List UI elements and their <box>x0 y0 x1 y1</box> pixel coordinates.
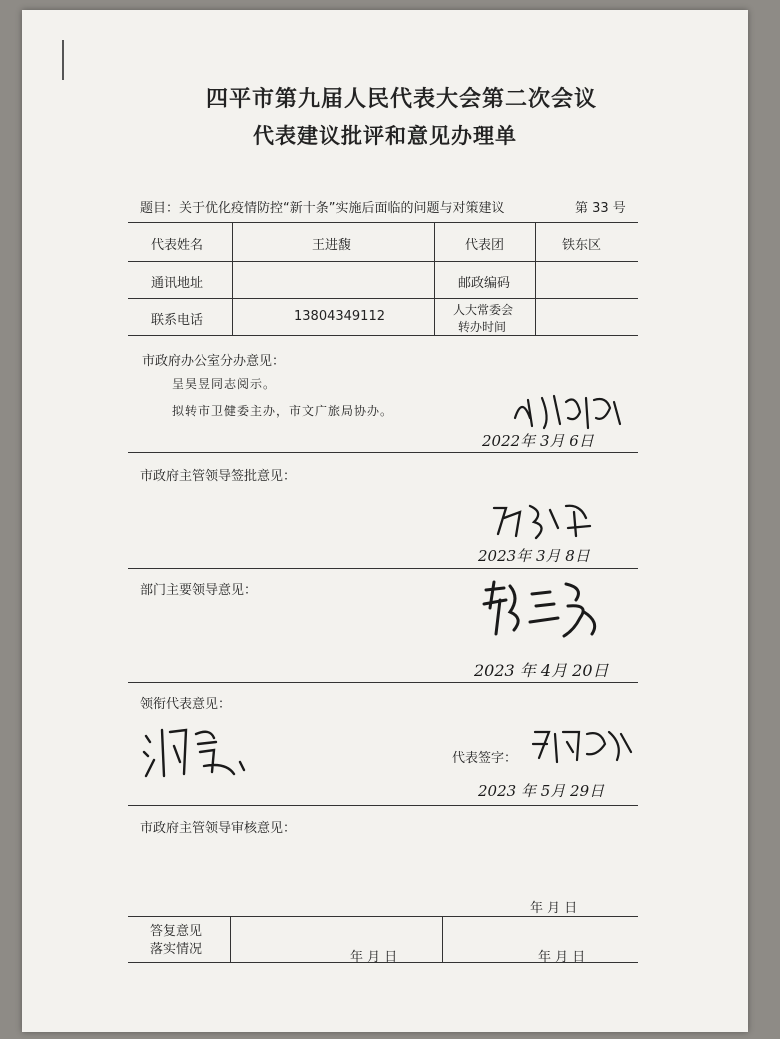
review-label: 市政府主管领导审核意见： <box>140 821 297 836</box>
review-date: 年 月 日 <box>530 901 578 916</box>
title-line-2: 代表建议批评和意见办理单 <box>253 124 517 148</box>
rep-sign-label: 代表签字： <box>452 751 518 766</box>
transfer-label-1: 人大常委会 <box>453 303 514 317</box>
rep-name-label: 代表姓名 <box>151 238 204 253</box>
leader-sign-label: 市政府主管领导签批意见： <box>140 469 297 484</box>
leader-date: 2023年 3月 8日 <box>478 547 590 565</box>
dept-date: 2023 年 4月 20日 <box>474 661 609 680</box>
title-line-1: 四平市第九届人民代表大会第二次会议 <box>206 87 598 112</box>
lead-rep-label: 领衔代表意见： <box>140 697 232 712</box>
delegation-value: 铁东区 <box>562 238 602 253</box>
pencil-mark <box>62 40 64 80</box>
phone-value: 13804349112 <box>294 309 385 324</box>
office-opinion-label: 市政府办公室分办意见： <box>142 354 286 369</box>
dept-head-label: 部门主要领导意见： <box>140 583 258 598</box>
reply-date-left: 年 月 日 <box>350 950 398 965</box>
address-label: 通讯地址 <box>151 276 204 291</box>
paper-sheet <box>22 10 748 1032</box>
office-signature <box>510 388 630 436</box>
office-date: 2022年 3月 6日 <box>482 432 594 450</box>
lead-rep-signature <box>140 722 270 782</box>
transfer-label-2: 转办时间 <box>458 320 507 334</box>
subject-title: 题目：关于优化疫情防控“新十条”实施后面临的问题与对策建议 <box>140 201 505 216</box>
rep-date: 2023 年 5月 29日 <box>478 782 605 800</box>
reply-label-2: 落实情况 <box>150 942 203 957</box>
office-opinion-line-1: 呈昊昱同志阅示。 <box>172 377 277 391</box>
phone-label: 联系电话 <box>151 313 204 328</box>
office-opinion-line-2: 拟转市卫健委主办，市文广旅局协办。 <box>172 404 394 418</box>
dept-head-signature <box>480 578 610 642</box>
rep-name-value: 王进馥 <box>312 238 352 253</box>
leader-signature <box>490 498 600 542</box>
rep-signature <box>527 724 637 770</box>
subject-number: 第 33 号 <box>575 201 626 216</box>
reply-label-1: 答复意见 <box>150 924 203 939</box>
postcode-label: 邮政编码 <box>458 276 511 291</box>
delegation-label: 代表团 <box>465 238 505 253</box>
reply-date-right: 年 月 日 <box>538 950 586 965</box>
